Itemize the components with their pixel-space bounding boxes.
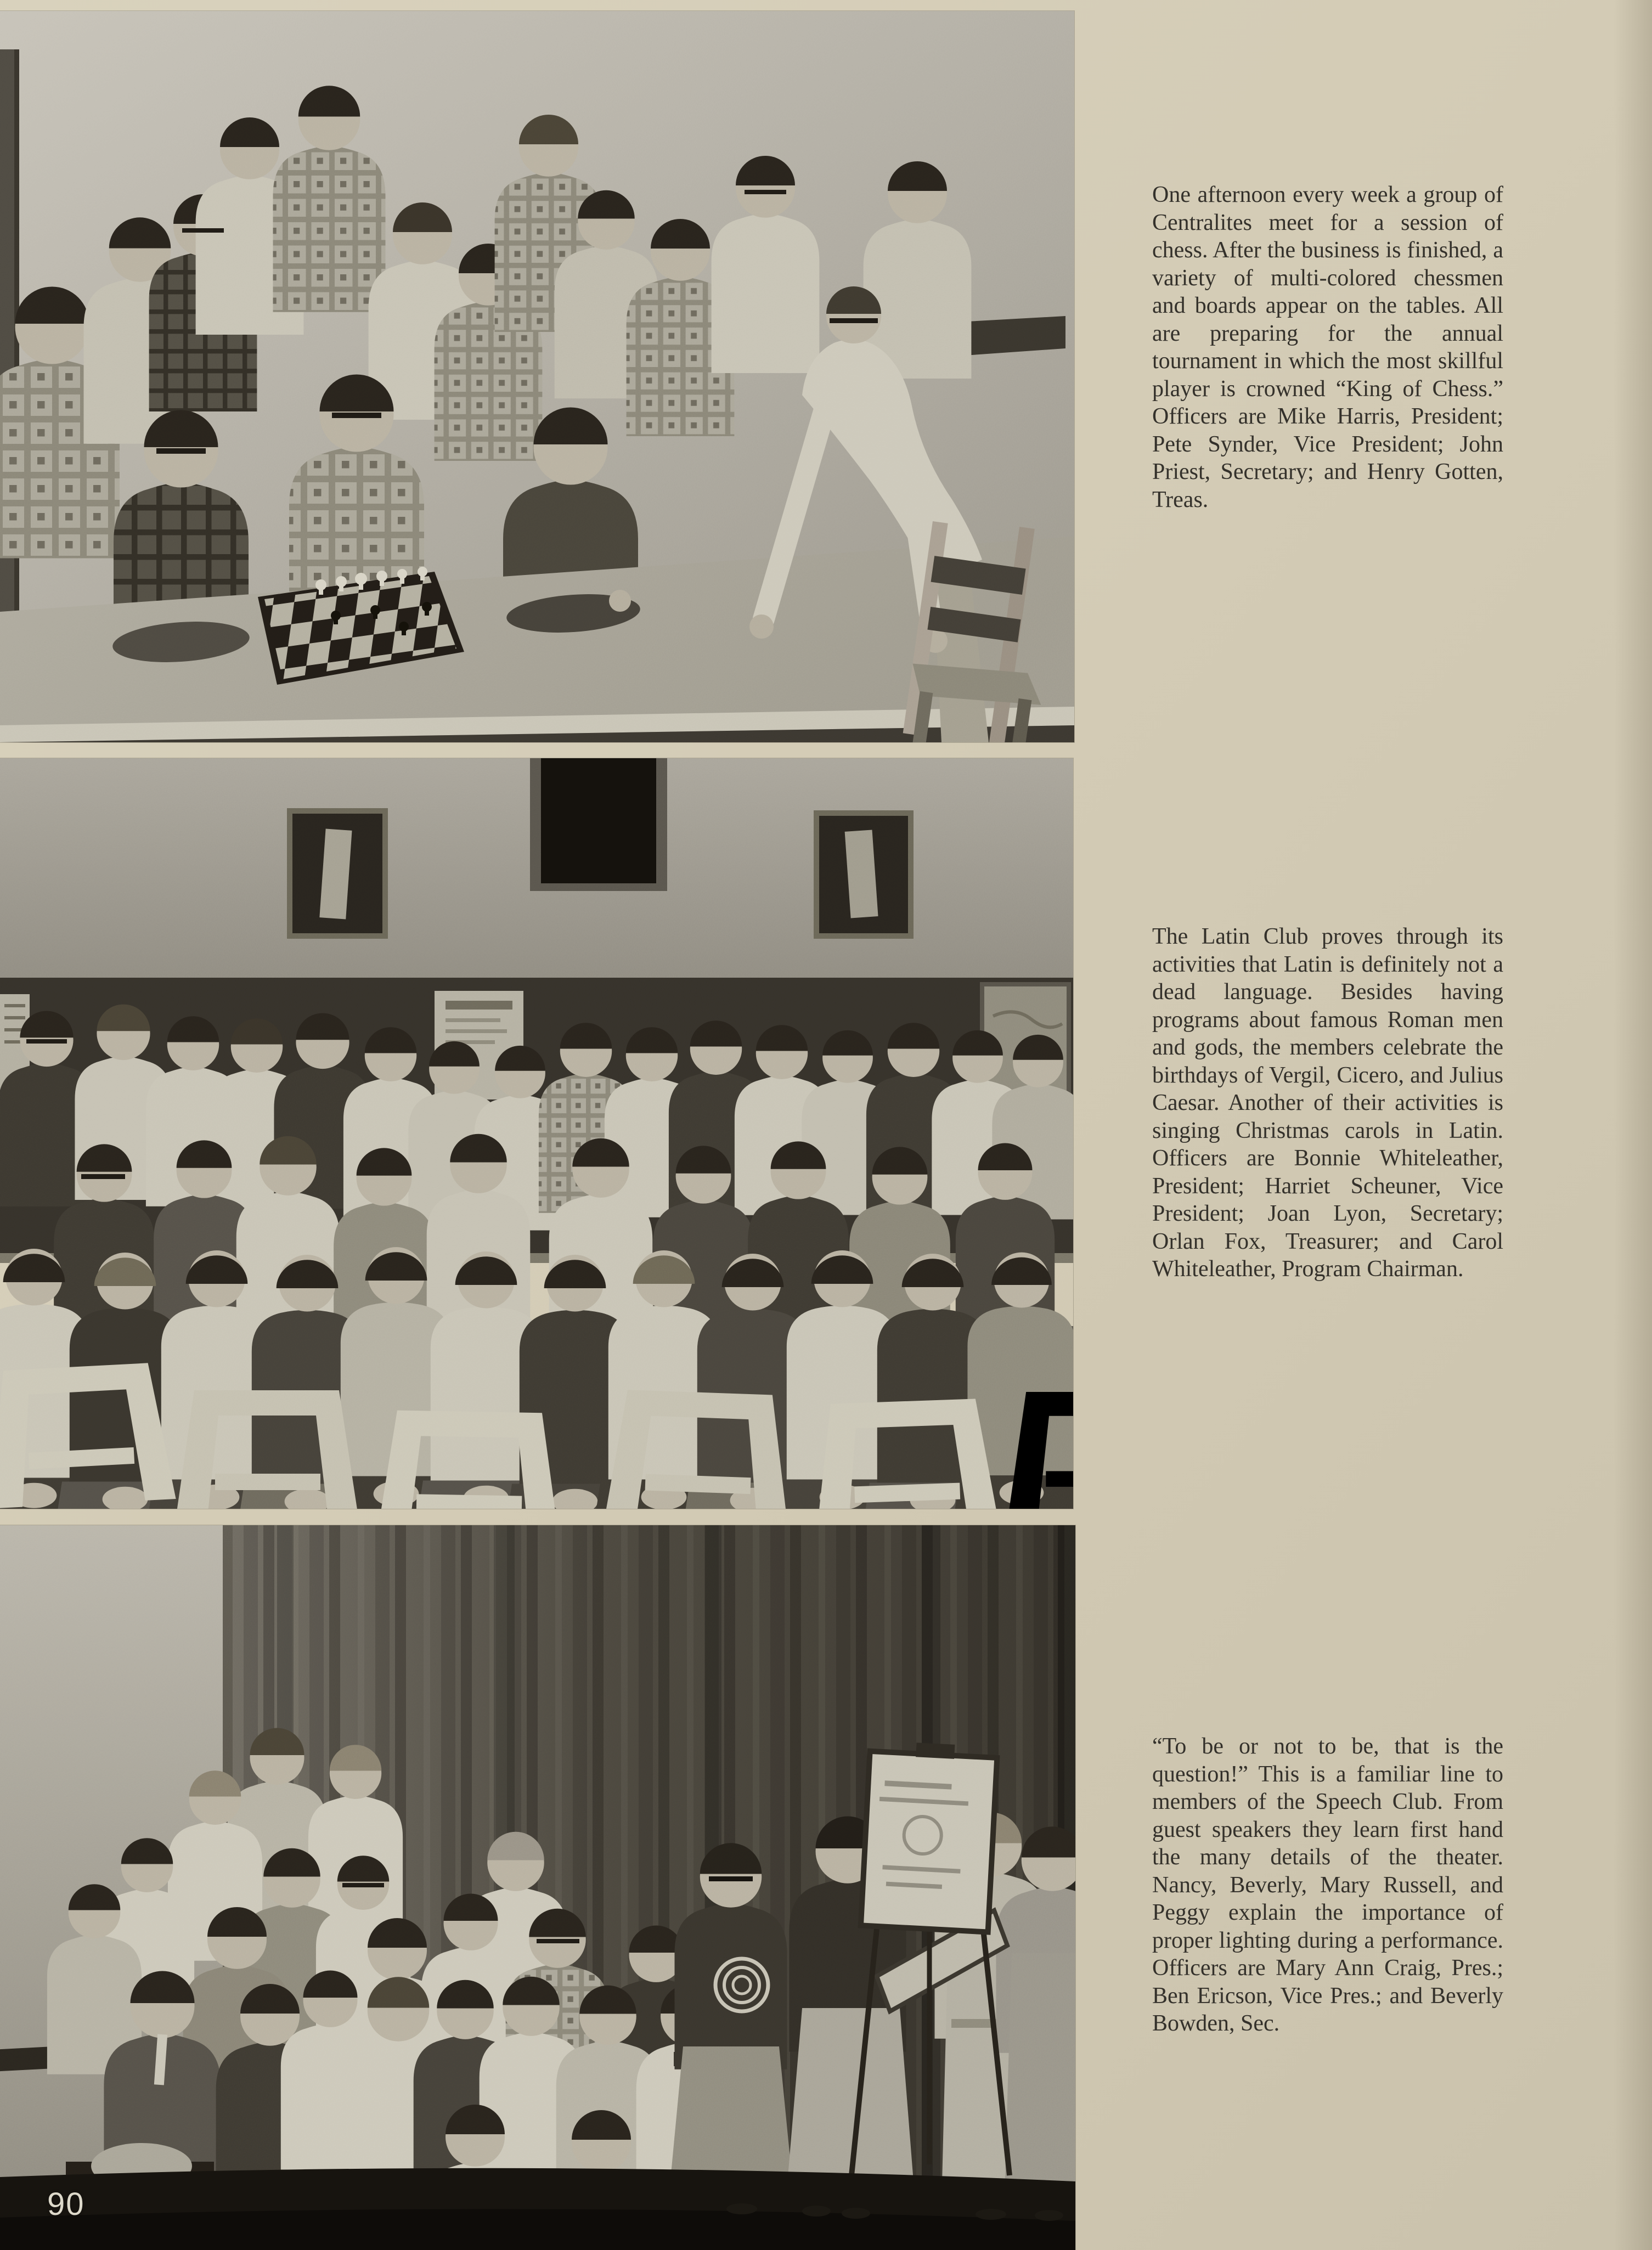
speech-club-photo <box>0 1525 1075 2250</box>
page-number: 90 <box>47 2186 85 2222</box>
latin-club-photo <box>0 758 1073 1509</box>
latin-club-caption-text: The Latin Club proves through its activities that Latin is definitely not a dead language. Besides having programs about famous Roman men and gods, the members celebrate the birthdays of Vergil, Cicero, and Julius Caesar. Another of their activities is singing Christmas carols in Latin. Officers are Bonnie Whiteleather, President; Harriet Scheuner, Vice President; Joan Lyon, Secretary; Orlan Fox, Treasurer; and Carol Whiteleather, Program Chairman. <box>1152 924 1503 1282</box>
photo-grain <box>0 1525 1075 2250</box>
photo-grain <box>0 11 1074 742</box>
speech-club-caption-text: “To be or not to be, that is the question!” This is a familiar line to members of the Speech Club. From guest speakers they learn first hand the many details of the theater. Nancy, Beverly, Mary Russell, and Peggy explain the importance of proper lighting during a performance. Officers are Mary Ann Craig, Pres.; Ben Ericson, Vice Pres.; and Beverly Bowden, Sec. <box>1152 1734 1503 2036</box>
chess-club-photo <box>0 11 1074 742</box>
speech-club-caption <box>1152 1733 1503 2038</box>
chess-club-caption <box>1152 181 1503 514</box>
latin-club-caption <box>1152 923 1503 1283</box>
photo-grain <box>0 758 1073 1509</box>
chess-club-caption-text: One afternoon every week a group of Centralites meet for a session of chess. After the business is finished, a variety of multi-colored chessmen and boards appear on the tables. All are preparing for the annual tournament in which the most skillful player is crowned “King of Chess.” Officers are Mike Harris, President; Pete Synder, Vice President; John Priest, Secretary; and Henry Gotten, Treas. <box>1152 182 1503 512</box>
